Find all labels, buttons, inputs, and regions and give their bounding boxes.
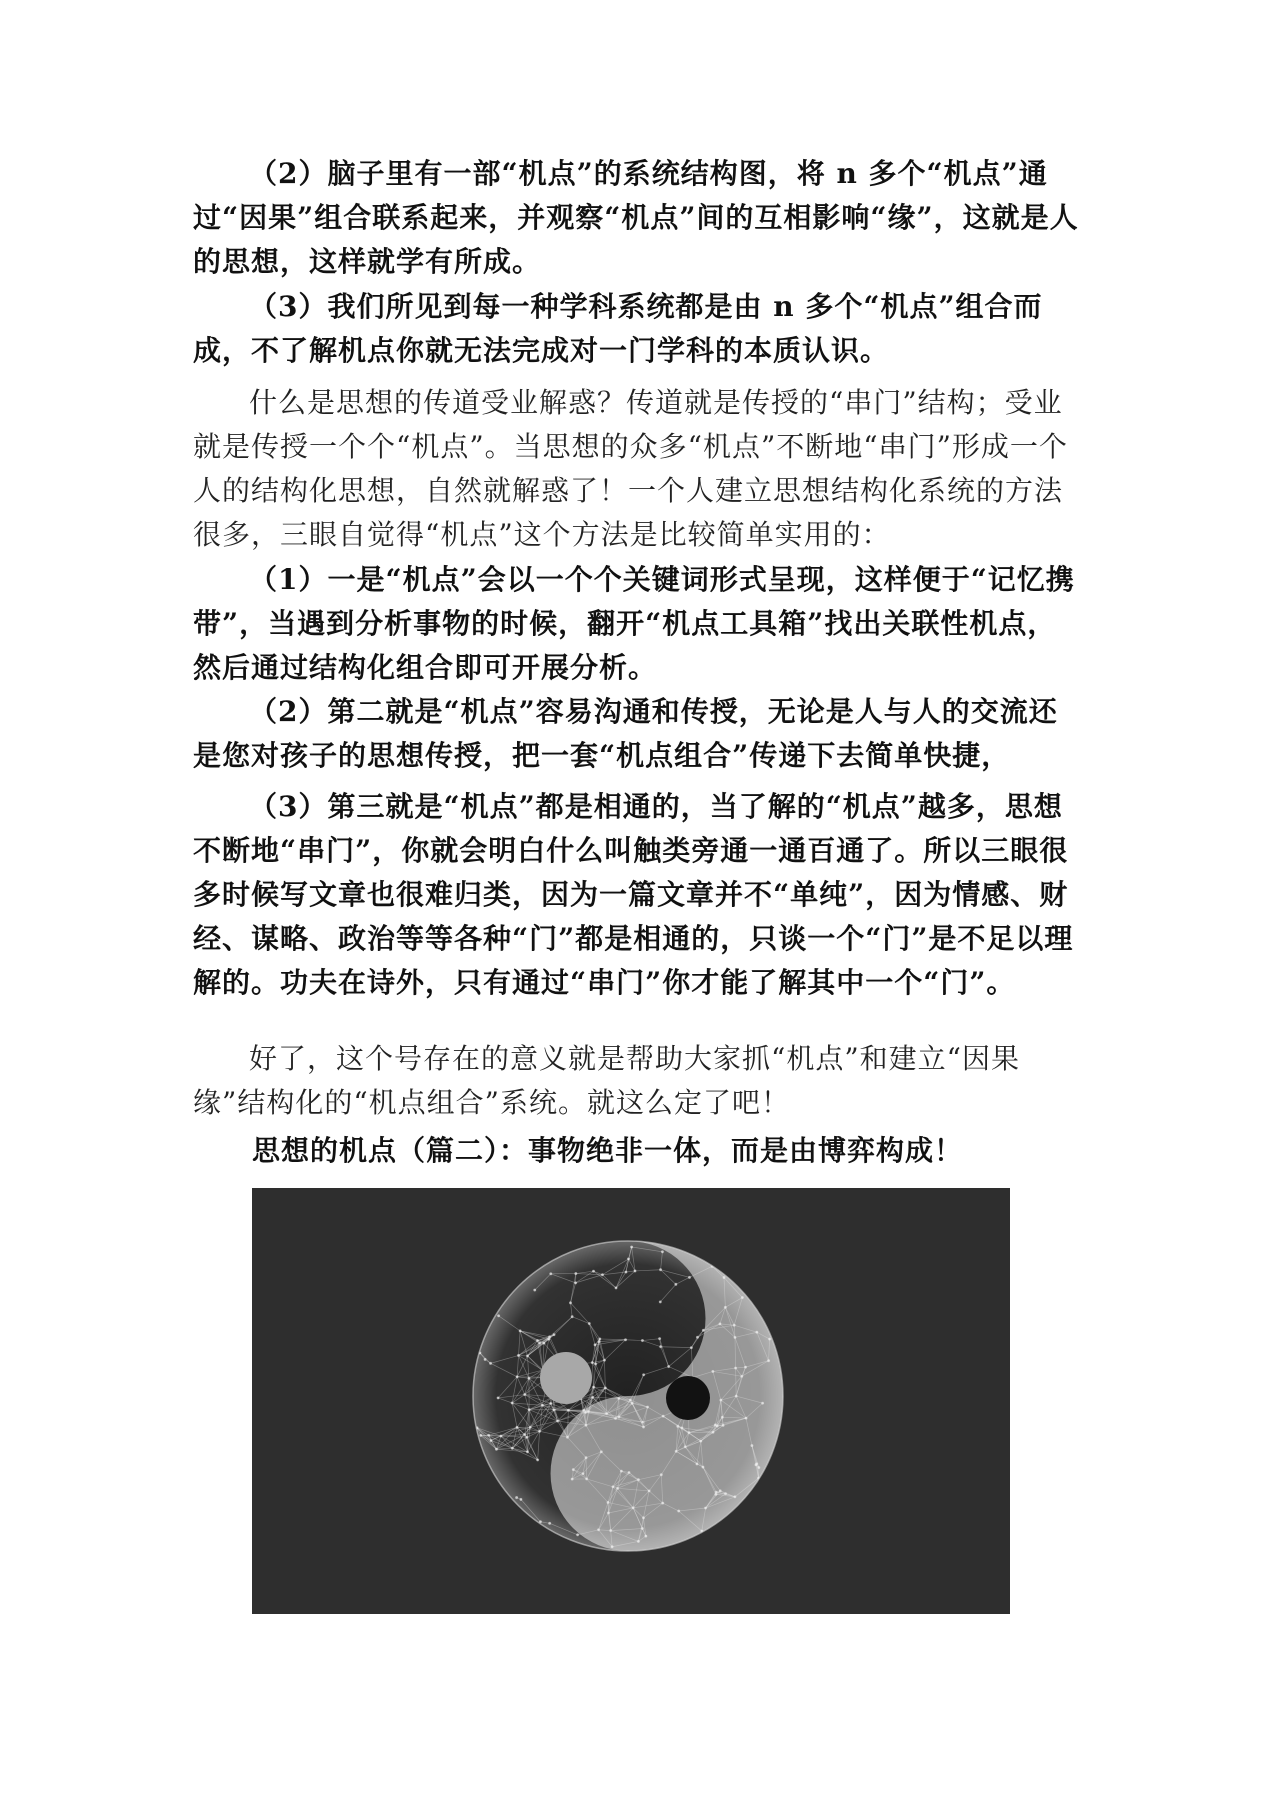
paragraph-point-three: （3）第三就是“机点”都是相通的，当了解的“机点”越多，思想不断地“串门”，你就会明白什么叫触类旁通一通百通了。所以三眼很多时候写文章也很难归类，因为一篇文章并不“单纯”，因为情感、财经、谋略、政治等等各种“门”都是相通的，只谈一个“门”是不足以理解的。功夫在诗外，只有通过“串门”你才能了解其中一个“门”。 <box>193 790 1074 999</box>
article-subheading: 思想的机点（篇二）：事物绝非一体，而是由博弈构成！ <box>252 1134 964 1167</box>
sphere-outline <box>473 1241 783 1551</box>
yin-yang-sphere-illustration <box>252 1188 1010 1614</box>
paragraph-point-two: （2）第二就是“机点”容易沟通和传授，无论是人与人的交流还是您对孩子的思想传授，把一套“机点组合”传递下去简单快捷， <box>193 695 1058 772</box>
paragraph-mechanism-map: （2）脑子里有一部“机点”的系统结构图，将 n 多个“机点”通过“因果”组合联系起来，并观察“机点”间的互相影响“缘”，这就是人的思想，这样就学有所成。 <box>193 157 1079 278</box>
yin-light-dot <box>540 1352 592 1404</box>
paragraph-teaching-question: 什么是思想的传道受业解惑？传道就是传授的“串门”结构；受业就是传授一个个“机点”。当思想的众多“机点”不断地“串门”形成一个人的结构化思想，自然就解惑了！一个人建立思想结构化系统的方法很多，三眼自觉得“机点”这个方法是比较简单实用的： <box>193 386 1068 551</box>
paragraph-conclusion: 好了，这个号存在的意义就是帮助大家抓“机点”和建立“因果缘”结构化的“机点组合”系统。就这么定了吧！ <box>193 1042 1020 1119</box>
yin-yang-network-image <box>252 1188 1010 1614</box>
yang-dark-dot <box>666 1376 710 1420</box>
paragraph-point-one: （1）一是“机点”会以一个个关键词形式呈现，这样便于“记忆携带”，当遇到分析事物的时候，翻开“机点工具箱”找出关联性机点，然后通过结构化组合即可开展分析。 <box>193 563 1075 684</box>
paragraph-discipline-system: （3）我们所见到每一种学科系统都是由 n 多个“机点”组合而成，不了解机点你就无法完成对一门学科的本质认识。 <box>193 290 1043 367</box>
